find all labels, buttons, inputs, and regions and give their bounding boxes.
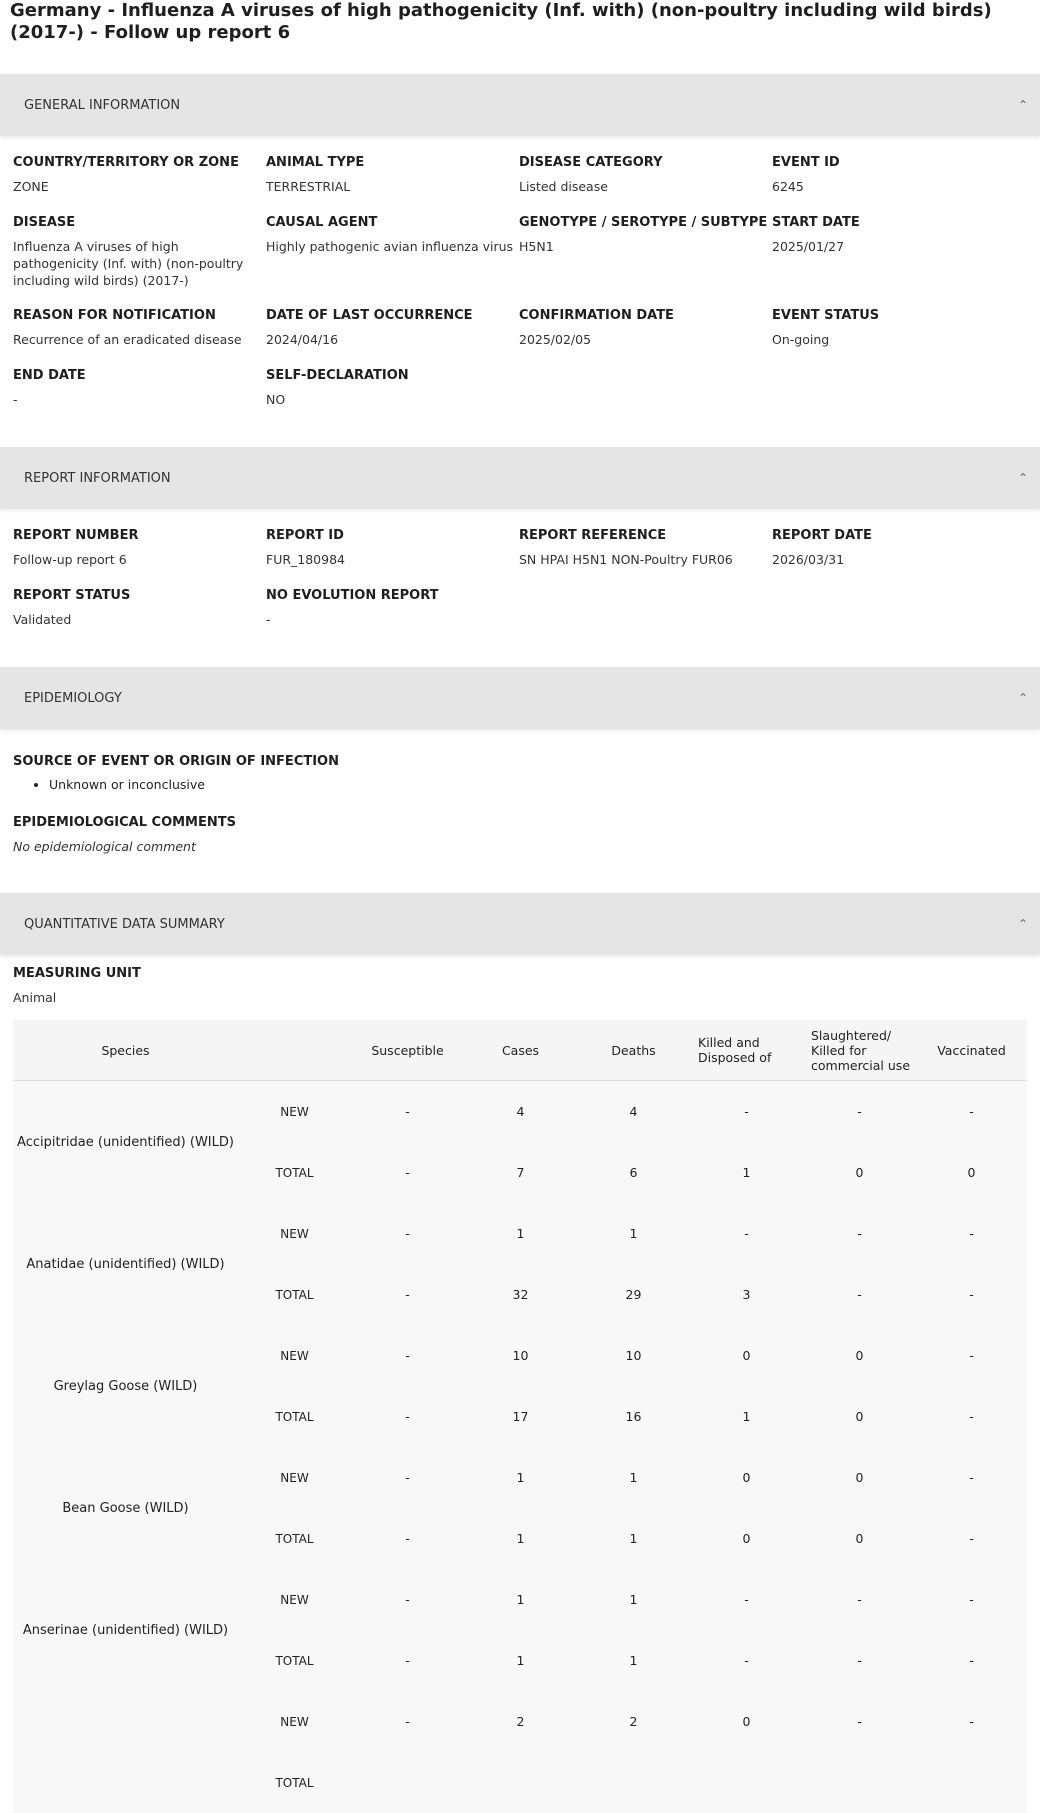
column-header-cases[interactable]: Cases <box>464 1020 577 1081</box>
cell-cases: 1 <box>464 1630 577 1691</box>
cell-killed-disposed: 1 <box>690 1386 803 1447</box>
cell-cases: 32 <box>464 1264 577 1325</box>
cell-cases: 7 <box>464 1142 577 1203</box>
cell-susceptible <box>351 1752 464 1813</box>
field-value: SN HPAI H5N1 NON-Poultry FUR06 <box>519 551 772 568</box>
cell-kind: TOTAL <box>238 1630 351 1691</box>
table-row-new <box>13 1325 1027 1386</box>
quantitative-table <box>13 1020 1027 1813</box>
table-row-new <box>13 1569 1027 1630</box>
cell-kind: NEW <box>238 1081 351 1143</box>
chevron-up-icon[interactable]: ⌃ <box>1018 471 1028 485</box>
section-title: EPIDEMIOLOGY <box>24 691 122 706</box>
section-header-report-information[interactable] <box>0 447 1040 509</box>
field-genotype-serotype-subtype <box>519 196 772 289</box>
cell-kind: TOTAL <box>238 1508 351 1569</box>
field-label: REPORT DATE <box>772 527 1025 545</box>
field-date-of-last-occurrence <box>266 289 519 349</box>
cell-killed-disposed: 1 <box>690 1142 803 1203</box>
cell-kind: NEW <box>238 1691 351 1752</box>
cell-killed-disposed: - <box>690 1630 803 1691</box>
cell-deaths: 6 <box>577 1142 690 1203</box>
field-value: H5N1 <box>519 238 772 255</box>
field-label: CONFIRMATION DATE <box>519 307 772 325</box>
section-title: QUANTITATIVE DATA SUMMARY <box>24 917 225 932</box>
cell-vaccinated: - <box>916 1264 1027 1325</box>
field-value: Follow-up report 6 <box>13 551 266 568</box>
column-header-species[interactable]: Species <box>13 1020 238 1081</box>
cell-vaccinated: - <box>916 1569 1027 1630</box>
field-report-id <box>266 509 519 569</box>
cell-kind: NEW <box>238 1325 351 1386</box>
cell-cases: 1 <box>464 1447 577 1508</box>
cell-vaccinated: - <box>916 1508 1027 1569</box>
cell-susceptible: - <box>351 1081 464 1143</box>
field-value: ZONE <box>13 178 266 195</box>
species-cell: Anatidae (unidentified) (WILD) <box>13 1203 238 1325</box>
field-value: - <box>13 391 266 408</box>
field-reason-for-notification <box>13 289 266 349</box>
field-value: Validated <box>13 611 266 628</box>
measuring-unit-label: MEASURING UNIT <box>13 965 1027 983</box>
cell-cases: 1 <box>464 1508 577 1569</box>
epidemiology-body <box>0 729 1040 893</box>
field-value: FUR_180984 <box>266 551 519 568</box>
field-label: NO EVOLUTION REPORT <box>266 587 519 605</box>
field-report-status <box>13 569 266 629</box>
field-value: 2025/01/27 <box>772 238 1025 255</box>
cell-kind: NEW <box>238 1569 351 1630</box>
section-title: GENERAL INFORMATION <box>24 98 180 113</box>
field-disease-category <box>519 136 772 196</box>
general-information-body <box>0 136 1040 447</box>
cell-vaccinated: - <box>916 1081 1027 1143</box>
cell-deaths: 1 <box>577 1447 690 1508</box>
species-cell: Anserinae (unidentified) (WILD) <box>13 1569 238 1691</box>
field-animal-type <box>266 136 519 196</box>
cell-slaughtered: 0 <box>803 1142 916 1203</box>
cell-kind: NEW <box>238 1447 351 1508</box>
cell-slaughtered: - <box>803 1203 916 1264</box>
cell-killed-disposed: - <box>690 1081 803 1143</box>
cell-susceptible: - <box>351 1203 464 1264</box>
field-country-territory-or-zone <box>13 136 266 196</box>
cell-vaccinated: - <box>916 1630 1027 1691</box>
chevron-up-icon[interactable]: ⌃ <box>1018 98 1028 112</box>
field-end-date <box>13 349 266 409</box>
epidemiological-comments-value: No epidemiological comment <box>13 838 1027 855</box>
field-event-id <box>772 136 1025 196</box>
source-of-event-label: SOURCE OF EVENT OR ORIGIN OF INFECTION <box>13 753 1027 771</box>
field-confirmation-date <box>519 289 772 349</box>
table-row-new <box>13 1203 1027 1264</box>
cell-susceptible: - <box>351 1142 464 1203</box>
report-info-grid <box>0 509 1040 629</box>
field-value: TERRESTRIAL <box>266 178 519 195</box>
table-row-new <box>13 1447 1027 1508</box>
field-value: NO <box>266 391 519 408</box>
cell-slaughtered: 0 <box>803 1447 916 1508</box>
field-value: On-going <box>772 331 1025 348</box>
cell-slaughtered: 0 <box>803 1325 916 1386</box>
field-value: Highly pathogenic avian influenza virus <box>266 238 519 255</box>
cell-kind: TOTAL <box>238 1264 351 1325</box>
field-label: DISEASE <box>13 214 266 232</box>
field-label: CAUSAL AGENT <box>266 214 519 232</box>
chevron-up-icon[interactable]: ⌃ <box>1018 691 1028 705</box>
section-title: REPORT INFORMATION <box>24 471 171 486</box>
section-header-quantitative-data-summary[interactable] <box>0 893 1040 955</box>
field-report-reference <box>519 509 772 569</box>
field-label: REPORT STATUS <box>13 587 266 605</box>
cell-deaths: 1 <box>577 1508 690 1569</box>
section-header-epidemiology[interactable] <box>0 667 1040 729</box>
cell-cases: 10 <box>464 1325 577 1386</box>
section-header-general-information[interactable] <box>0 74 1040 136</box>
cell-kind: NEW <box>238 1203 351 1264</box>
cell-deaths: 16 <box>577 1386 690 1447</box>
cell-susceptible: - <box>351 1569 464 1630</box>
field-value: Listed disease <box>519 178 772 195</box>
measuring-unit-value: Animal <box>13 989 1027 1006</box>
cell-cases: 1 <box>464 1203 577 1264</box>
cell-susceptible: - <box>351 1386 464 1447</box>
field-start-date <box>772 196 1025 289</box>
cell-slaughtered: 0 <box>803 1386 916 1447</box>
page-title: Germany - Influenza A viruses of high pathogenicity (Inf. with) (non-poultry including wild birds) (2017-) - Follow up report 6 <box>0 0 1040 74</box>
cell-kind: TOTAL <box>238 1752 351 1813</box>
cell-slaughtered: - <box>803 1691 916 1752</box>
cell-susceptible: - <box>351 1447 464 1508</box>
cell-susceptible: - <box>351 1264 464 1325</box>
cell-cases: 17 <box>464 1386 577 1447</box>
cell-vaccinated <box>916 1752 1027 1813</box>
cell-killed-disposed: 0 <box>690 1508 803 1569</box>
field-label: REPORT NUMBER <box>13 527 266 545</box>
field-no-evolution-report <box>266 569 519 629</box>
cell-killed-disposed: - <box>690 1203 803 1264</box>
field-report-date <box>772 509 1025 569</box>
cell-slaughtered: 0 <box>803 1508 916 1569</box>
cell-deaths: 2 <box>577 1691 690 1752</box>
cell-slaughtered: - <box>803 1630 916 1691</box>
source-item: • Unknown or inconclusive <box>49 777 1027 792</box>
quantitative-body <box>0 955 1040 1813</box>
cell-deaths: 1 <box>577 1630 690 1691</box>
column-header-vaccinated[interactable]: Vaccinated <box>916 1020 1027 1081</box>
cell-kind: TOTAL <box>238 1142 351 1203</box>
column-header-kind <box>238 1020 351 1081</box>
cell-cases <box>464 1752 577 1813</box>
field-self-declaration <box>266 349 519 409</box>
report-information-body <box>0 509 1040 667</box>
field-label: EVENT STATUS <box>772 307 1025 325</box>
table-row-new <box>13 1081 1027 1143</box>
column-header-killed-disposed[interactable]: Killed and Disposed of <box>690 1020 803 1081</box>
cell-deaths: 1 <box>577 1203 690 1264</box>
field-value: - <box>266 611 519 628</box>
cell-vaccinated: 0 <box>916 1142 1027 1203</box>
cell-killed-disposed: 0 <box>690 1691 803 1752</box>
field-value: 2025/02/05 <box>519 331 772 348</box>
column-header-slaughtered[interactable]: Slaughtered/ Killed for commercial use <box>803 1020 916 1081</box>
source-list <box>13 777 1027 792</box>
species-cell <box>13 1691 238 1813</box>
cell-killed-disposed: 3 <box>690 1264 803 1325</box>
cell-killed-disposed: 0 <box>690 1447 803 1508</box>
field-event-status <box>772 289 1025 349</box>
chevron-up-icon[interactable]: ⌃ <box>1018 917 1028 931</box>
cell-cases: 4 <box>464 1081 577 1143</box>
cell-susceptible: - <box>351 1325 464 1386</box>
cell-vaccinated: - <box>916 1447 1027 1508</box>
cell-deaths: 1 <box>577 1569 690 1630</box>
field-value: Influenza A viruses of high pathogenicity (Inf. with) (non-poultry including wild birds) (2017-) <box>13 238 266 289</box>
column-header-deaths[interactable]: Deaths <box>577 1020 690 1081</box>
general-info-grid <box>0 136 1040 409</box>
field-label: REASON FOR NOTIFICATION <box>13 307 266 325</box>
epidemiological-comments-label: EPIDEMIOLOGICAL COMMENTS <box>13 814 1027 832</box>
cell-susceptible: - <box>351 1691 464 1752</box>
field-label: GENOTYPE / SEROTYPE / SUBTYPE <box>519 214 772 232</box>
cell-vaccinated: - <box>916 1691 1027 1752</box>
field-label: EVENT ID <box>772 154 1025 172</box>
cell-deaths: 29 <box>577 1264 690 1325</box>
field-report-number <box>13 509 266 569</box>
cell-cases: 2 <box>464 1691 577 1752</box>
table-row-new <box>13 1691 1027 1752</box>
field-causal-agent <box>266 196 519 289</box>
field-value: 2026/03/31 <box>772 551 1025 568</box>
cell-slaughtered: - <box>803 1264 916 1325</box>
cell-deaths <box>577 1752 690 1813</box>
cell-slaughtered <box>803 1752 916 1813</box>
field-label: REPORT REFERENCE <box>519 527 772 545</box>
species-cell: Bean Goose (WILD) <box>13 1447 238 1569</box>
cell-kind: TOTAL <box>238 1386 351 1447</box>
field-label: ANIMAL TYPE <box>266 154 519 172</box>
field-disease <box>13 196 266 289</box>
cell-susceptible: - <box>351 1508 464 1569</box>
field-value: Recurrence of an eradicated disease <box>13 331 266 348</box>
species-cell: Greylag Goose (WILD) <box>13 1325 238 1447</box>
field-label: END DATE <box>13 367 266 385</box>
species-cell: Accipitridae (unidentified) (WILD) <box>13 1081 238 1204</box>
cell-cases: 1 <box>464 1569 577 1630</box>
cell-vaccinated: - <box>916 1325 1027 1386</box>
field-value: 2024/04/16 <box>266 331 519 348</box>
table-header-row <box>13 1020 1027 1081</box>
field-label: SELF-DECLARATION <box>266 367 519 385</box>
cell-vaccinated: - <box>916 1203 1027 1264</box>
field-label: COUNTRY/TERRITORY OR ZONE <box>13 154 266 172</box>
field-label: DATE OF LAST OCCURRENCE <box>266 307 519 325</box>
cell-killed-disposed: 0 <box>690 1325 803 1386</box>
field-label: DISEASE CATEGORY <box>519 154 772 172</box>
cell-killed-disposed <box>690 1752 803 1813</box>
cell-vaccinated: - <box>916 1386 1027 1447</box>
cell-susceptible: - <box>351 1630 464 1691</box>
field-label: START DATE <box>772 214 1025 232</box>
cell-slaughtered: - <box>803 1569 916 1630</box>
cell-killed-disposed: - <box>690 1569 803 1630</box>
cell-deaths: 10 <box>577 1325 690 1386</box>
column-header-susceptible[interactable]: Susceptible <box>351 1020 464 1081</box>
quantitative-table-body <box>13 1081 1027 1813</box>
field-label: REPORT ID <box>266 527 519 545</box>
field-value: 6245 <box>772 178 1025 195</box>
cell-deaths: 4 <box>577 1081 690 1143</box>
cell-slaughtered: - <box>803 1081 916 1143</box>
